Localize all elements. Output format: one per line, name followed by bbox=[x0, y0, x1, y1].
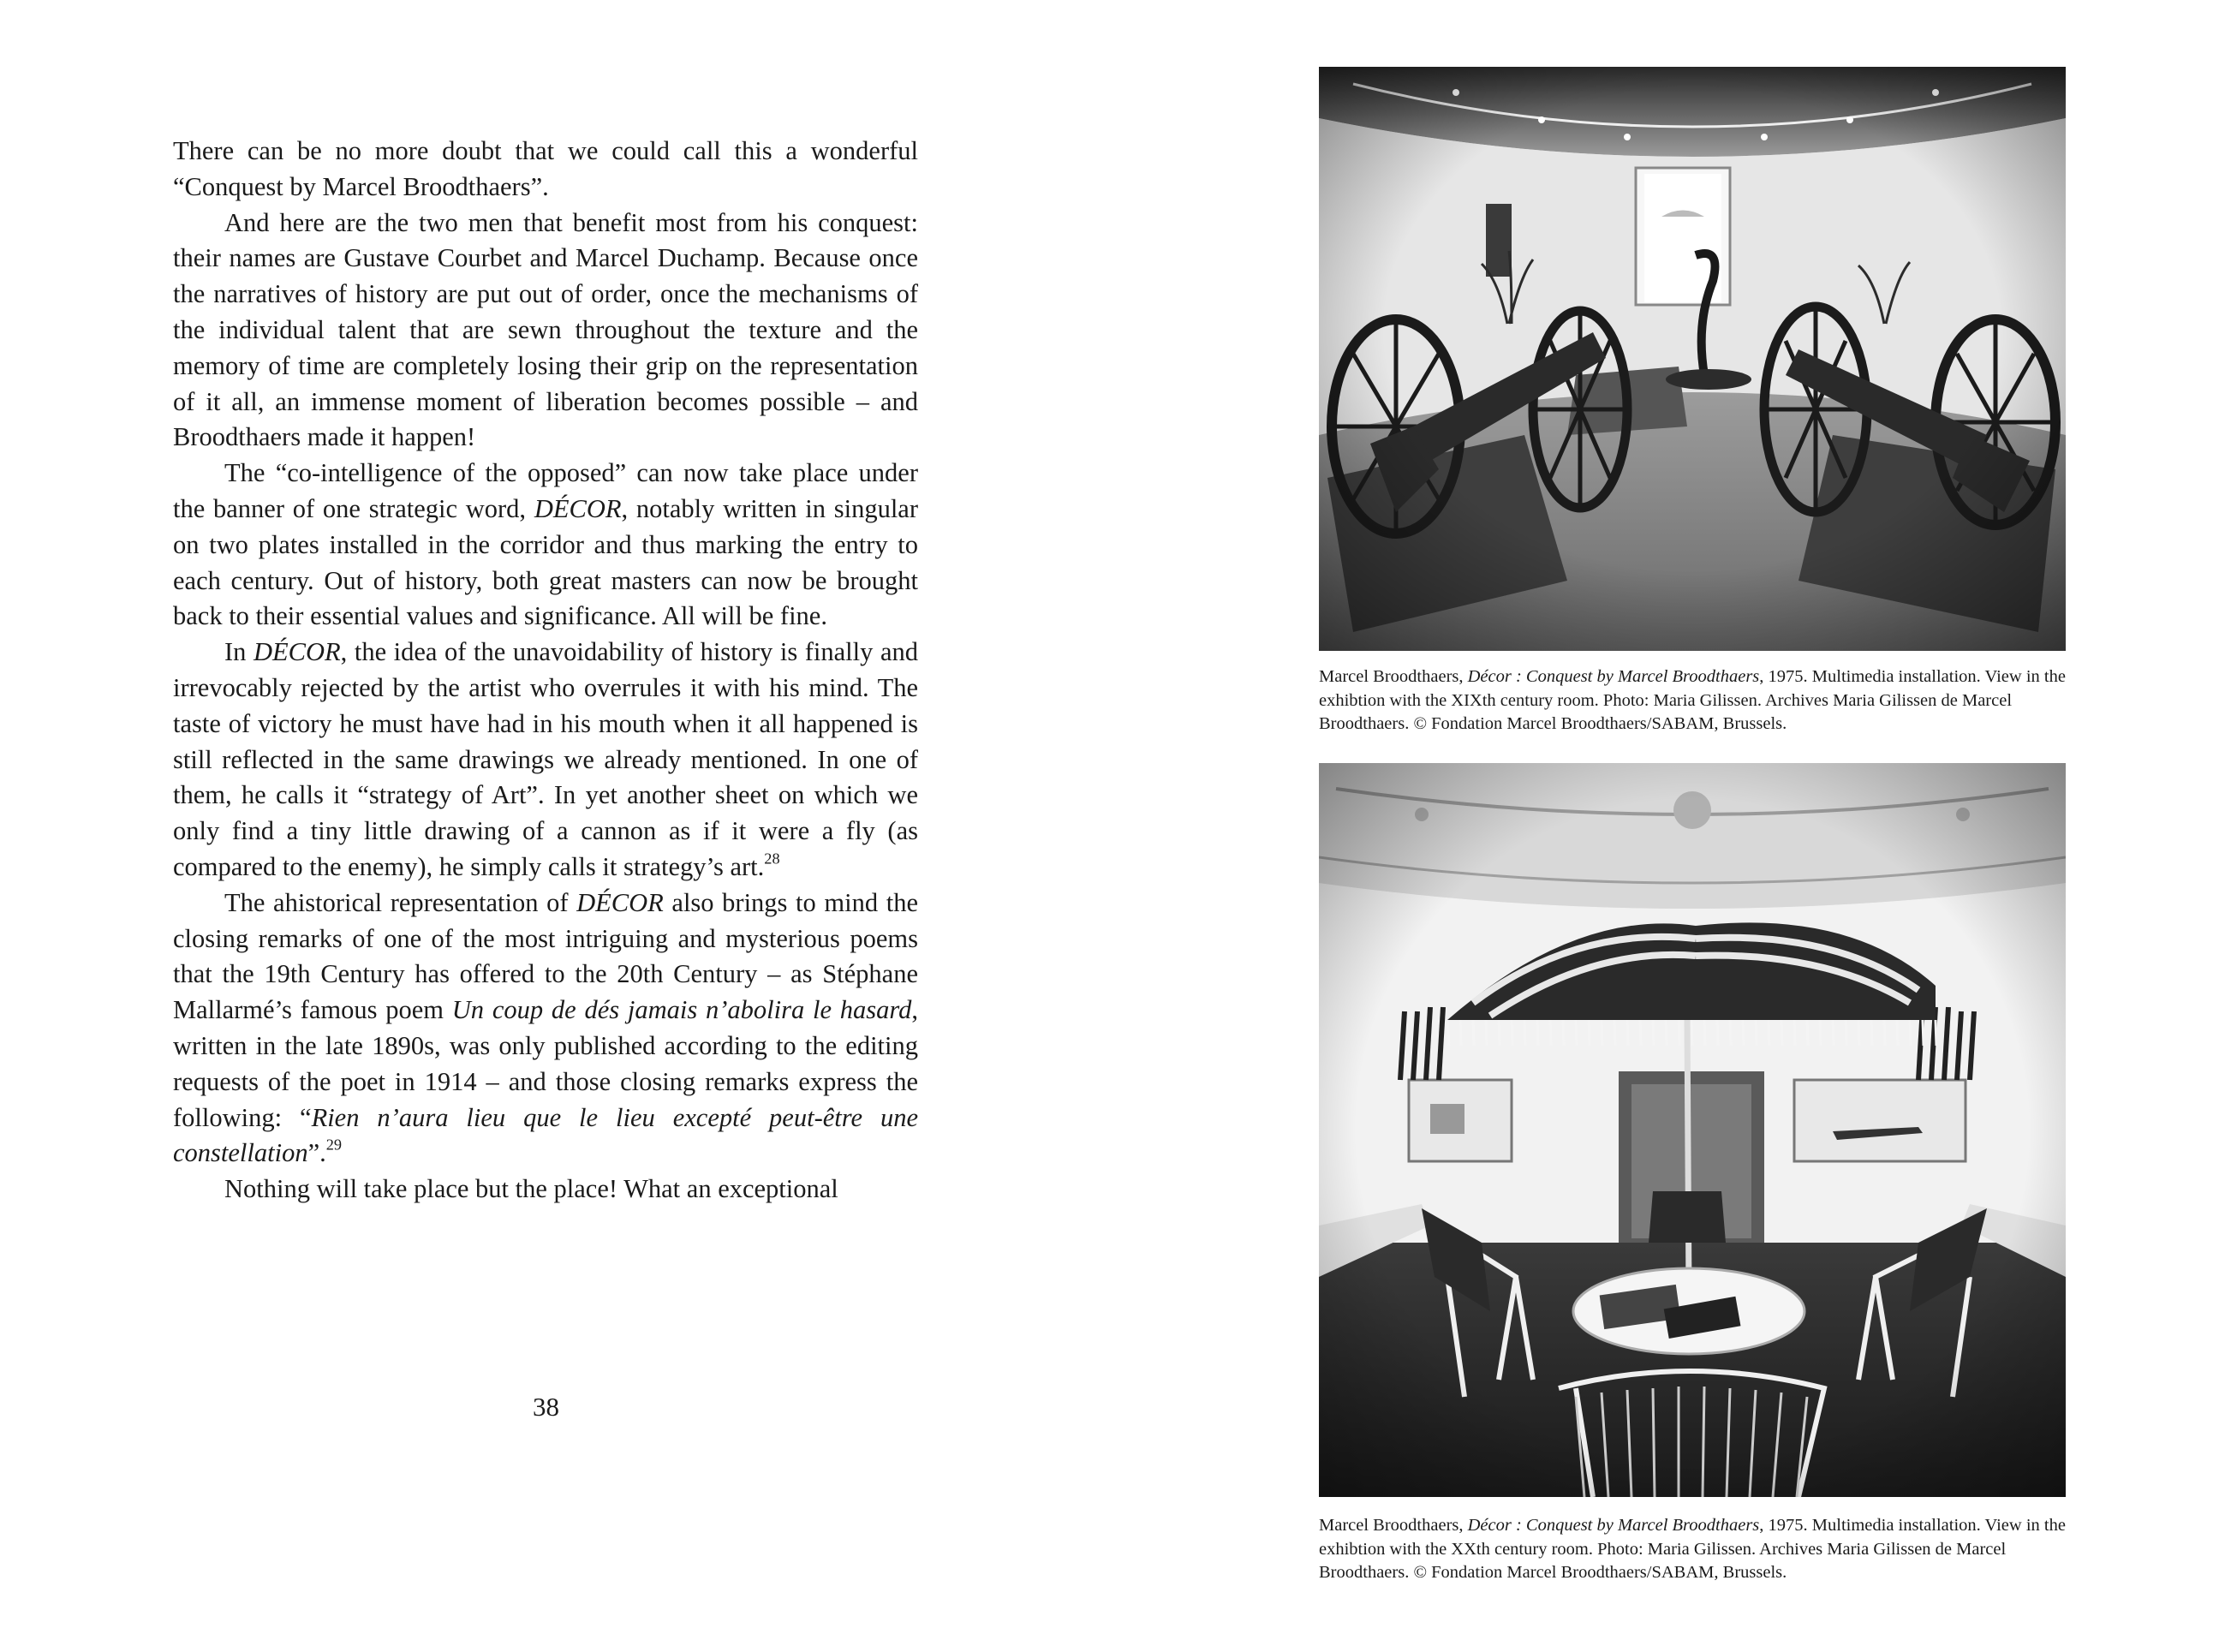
text-run: , 1975. Multimedia installation. View in the exhibtion with the XIXth century room. Photo: Maria Gilissen. Archives Maria Gilissen de Marcel Broodthaers. © Fondation Marcel Broodthaers/SABAM, Brussels. bbox=[1319, 667, 2066, 733]
photo-nineteenth-century-room bbox=[1319, 67, 2066, 651]
italic-text: DÉCOR bbox=[253, 637, 341, 667]
paragraph bbox=[173, 134, 918, 206]
photo-twentieth-century-room bbox=[1319, 763, 2066, 1497]
photo-caption-1 bbox=[1319, 665, 2073, 737]
text-run: Nothing will take place but the place! What an exceptional bbox=[224, 1174, 838, 1204]
text-run: In bbox=[224, 637, 254, 667]
italic-text: Rien n’aura lieu que le lieu excepté peut-être une constellation bbox=[173, 1102, 919, 1168]
paragraph bbox=[173, 635, 918, 886]
text-run: The “co-intelligence of the opposed” can now take place under the banner of one strategic word, bbox=[173, 458, 918, 523]
text-run: Marcel Broodthaers, bbox=[1319, 1516, 1468, 1535]
text-run: There can be no more doubt that we could call this a wonderful “Conquest by Marcel Broodthaers”. bbox=[173, 136, 918, 201]
paragraph bbox=[173, 886, 918, 1172]
text-run: , 1975. Multimedia installation. View in the exhibtion with the XXth century room. Photo: Maria Gilissen. Archives Maria Gilissen de Marcel Broodthaers. © Fondation Marcel Broodthaers/SABAM, Brussels. bbox=[1319, 1516, 2066, 1582]
cannon-room-image bbox=[1319, 67, 2066, 651]
page-number: 38 bbox=[533, 1392, 559, 1422]
italic-text: DÉCOR bbox=[534, 493, 622, 523]
text-run: , the idea of the unavoidability of history is finally and irrevocably rejected by the artist who overrules it with his mind. The taste of victory he must have had in his mouth when it all happened is still reflected in the same drawings we already mentioned. In one of them, he calls it “strategy of Art”. In yet another sheet on which we only find a tiny little drawing of a cannon as if it were a fly (as compared to the enemy), he simply calls it strategy’s art. bbox=[173, 637, 918, 881]
paragraph bbox=[173, 456, 918, 635]
italic-text: Un coup de dés jamais n’abolira le hasard bbox=[451, 995, 912, 1025]
paragraph bbox=[173, 1172, 918, 1208]
left-page bbox=[0, 0, 1112, 1652]
paragraph bbox=[173, 206, 918, 456]
body-text bbox=[173, 134, 918, 1208]
text-run: And here are the two men that benefit most from his conquest: their names are Gustave Courbet and Marcel Duchamp. Because once the narratives of history are put out of order, once the mechanisms of the individual talent that are sewn throughout the texture and the memory of time are completely losing their grip on the representation of it all, an immense moment of liberation becomes possible – and Broodthaers made it happen! bbox=[173, 207, 918, 452]
text-run: , written in the late 1890s, was only published according to the editing requests of the poet in 1914 – and those closing remarks express the following: “ bbox=[173, 995, 919, 1132]
text-run: also brings to mind the closing remarks of one of the most intriguing and mysterious poems that the 19th Century has offered to the 20th Century – as Stéphane Mallarmé’s famous poem bbox=[173, 887, 918, 1025]
italic-text: Décor : Conquest by Marcel Broodthaers bbox=[1467, 1516, 1760, 1535]
text-run: , notably written in singular on two plates installed in the corridor and thus marking the entry to each century. Out of history, both great masters can now be brought back to their essential values and significance. All will be fine. bbox=[173, 493, 918, 631]
umbrella-room-image bbox=[1319, 763, 2066, 1497]
text-run: The ahistorical representation of bbox=[224, 887, 577, 917]
footnote-ref: 28 bbox=[764, 850, 780, 868]
italic-text: Décor : Conquest by Marcel Broodthaers bbox=[1467, 667, 1760, 686]
text-run: ”. bbox=[307, 1138, 326, 1168]
italic-text: DÉCOR bbox=[576, 887, 664, 917]
footnote-ref: 29 bbox=[325, 1136, 343, 1154]
photo-caption-2 bbox=[1319, 1514, 2073, 1585]
text-run: Marcel Broodthaers, bbox=[1319, 667, 1468, 686]
